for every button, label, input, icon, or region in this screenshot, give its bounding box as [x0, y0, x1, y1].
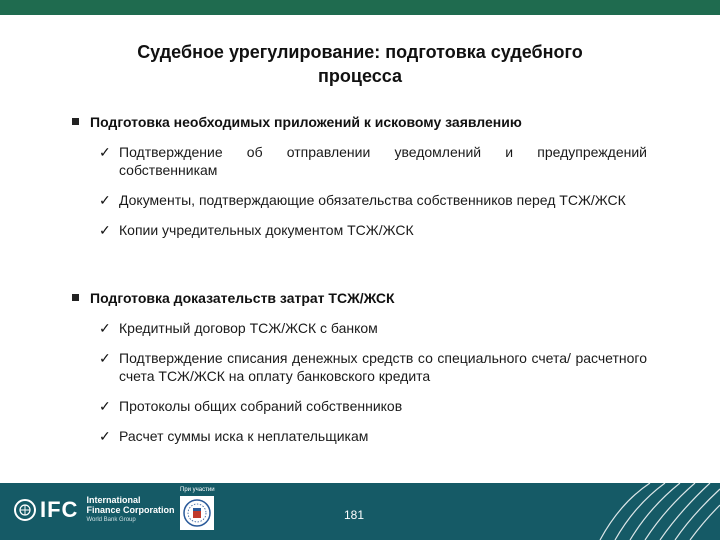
partner-label: При участии: [180, 487, 215, 493]
ifc-full-name: [86, 495, 174, 525]
checkmark-icon: ✓: [99, 350, 111, 366]
title-line-2: процесса: [318, 66, 402, 86]
partner-emblem-icon: [180, 496, 214, 530]
list-item-text: Подтверждение списания денежных средств со специального счета/ расчетного счета ТСЖ/ЖСК на оплату банковского кредита: [119, 350, 647, 384]
section-applications: [72, 113, 647, 251]
list-item: [99, 397, 647, 415]
list-item: [99, 349, 647, 385]
section-heading-text: Подготовка доказательств затрат ТСЖ/ЖСК: [90, 290, 395, 306]
list-item-text: Копии учредительных документом ТСЖ/ЖСК: [119, 222, 414, 238]
checklist: [72, 319, 647, 445]
top-accent-bar: [0, 0, 720, 15]
section-heading: [72, 113, 647, 131]
section-heading: [72, 289, 647, 307]
checkmark-icon: ✓: [99, 320, 111, 336]
list-item: [99, 221, 647, 239]
ifc-name-line-1: International: [86, 495, 141, 505]
section-evidence: [72, 289, 647, 457]
page-number: 181: [344, 508, 365, 522]
checkmark-icon: ✓: [99, 144, 111, 160]
square-bullet-icon: [72, 118, 79, 125]
list-item: [99, 143, 647, 179]
title-line-1: Судебное урегулирование: подготовка судебного: [137, 42, 583, 62]
ifc-name-line-2: Finance Corporation: [86, 505, 175, 515]
list-item: [99, 319, 647, 337]
list-item-text: Подтверждение об отправлении уведомлений и предупреждений собственникам: [119, 144, 647, 178]
checkmark-icon: ✓: [99, 222, 111, 238]
ifc-logo: [14, 495, 174, 525]
list-item-text: Кредитный договор ТСЖ/ЖСК с банком: [119, 320, 378, 336]
list-item-text: Протоколы общих собраний собственников: [119, 398, 403, 414]
checklist: [72, 143, 647, 239]
ifc-name-line-3: World Bank Group: [86, 517, 136, 523]
slide-title: [60, 40, 660, 88]
ifc-wordmark: IFC: [40, 497, 79, 522]
checkmark-icon: ✓: [99, 428, 111, 444]
globe-icon: [14, 499, 36, 521]
checkmark-icon: ✓: [99, 192, 111, 208]
square-bullet-icon: [72, 294, 79, 301]
list-item: [99, 191, 647, 209]
decorative-stripes-icon: [580, 483, 720, 540]
list-item-text: Документы, подтверждающие обязательства собственников перед ТСЖ/ЖСК: [119, 192, 626, 208]
checkmark-icon: ✓: [99, 398, 111, 414]
list-item-text: Расчет суммы иска к неплательщикам: [119, 428, 369, 444]
list-item: [99, 427, 647, 445]
section-heading-text: Подготовка необходимых приложений к исковому заявлению: [90, 114, 522, 130]
